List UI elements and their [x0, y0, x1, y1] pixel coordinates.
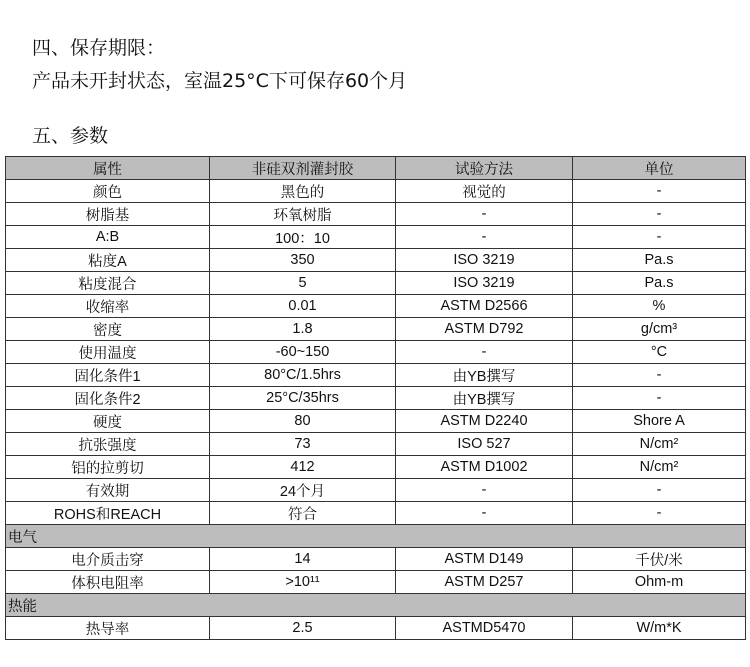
cell-value: 5	[210, 272, 396, 295]
table-row	[6, 571, 746, 594]
cell-property: 铝的拉剪切	[6, 456, 210, 479]
cell-method: -	[396, 502, 573, 525]
cell-unit: Pa.s	[573, 272, 746, 295]
cell-unit: -	[573, 364, 746, 387]
cell-method: -	[396, 341, 573, 364]
cell-unit: N/cm²	[573, 456, 746, 479]
cell-method: ASTM D1002	[396, 456, 573, 479]
cell-value: 412	[210, 456, 396, 479]
storage-text: 产品未开封状态，室温25°C下可保存60个月	[32, 70, 408, 92]
spec-table	[5, 156, 746, 640]
cell-value: 0.01	[210, 295, 396, 318]
cell-value: >10¹¹	[210, 571, 396, 594]
table-row	[6, 203, 746, 226]
table-row	[6, 272, 746, 295]
cell-value: 100：10	[210, 226, 396, 249]
section-label-electrical: 电气	[6, 525, 746, 548]
header-unit: 单位	[573, 157, 746, 180]
cell-method: 由YB撰写	[396, 364, 573, 387]
params-heading: 五、参数	[32, 125, 109, 147]
cell-method: -	[396, 203, 573, 226]
cell-value: 73	[210, 433, 396, 456]
table-row	[6, 548, 746, 571]
cell-value: 80°C/1.5hrs	[210, 364, 396, 387]
cell-unit: °C	[573, 341, 746, 364]
cell-value: 14	[210, 548, 396, 571]
table-row	[6, 502, 746, 525]
cell-unit: -	[573, 502, 746, 525]
table-row	[6, 295, 746, 318]
cell-property: 抗张强度	[6, 433, 210, 456]
cell-unit: %	[573, 295, 746, 318]
cell-property: 树脂基	[6, 203, 210, 226]
cell-property: 密度	[6, 318, 210, 341]
table-row	[6, 341, 746, 364]
cell-method: ASTMD5470	[396, 617, 573, 640]
cell-unit: g/cm³	[573, 318, 746, 341]
cell-method: ISO 3219	[396, 249, 573, 272]
cell-property: 收缩率	[6, 295, 210, 318]
cell-property: 粘度A	[6, 249, 210, 272]
table-row	[6, 479, 746, 502]
cell-value: 24个月	[210, 479, 396, 502]
table-row	[6, 318, 746, 341]
table-row	[6, 249, 746, 272]
cell-method: ASTM D149	[396, 548, 573, 571]
cell-unit: -	[573, 203, 746, 226]
cell-unit: Ohm-m	[573, 571, 746, 594]
cell-method: ASTM D792	[396, 318, 573, 341]
table-row	[6, 226, 746, 249]
cell-unit: Shore A	[573, 410, 746, 433]
cell-property: ROHS和REACH	[6, 502, 210, 525]
header-property: 属性	[6, 157, 210, 180]
cell-unit: 千伏/米	[573, 548, 746, 571]
cell-property: 固化条件2	[6, 387, 210, 410]
cell-method: ISO 3219	[396, 272, 573, 295]
table-row	[6, 456, 746, 479]
cell-value: 80	[210, 410, 396, 433]
cell-value: 黑色的	[210, 180, 396, 203]
cell-method: ASTM D2240	[396, 410, 573, 433]
table-row	[6, 410, 746, 433]
cell-property: A:B	[6, 226, 210, 249]
section-row-electrical	[6, 525, 746, 548]
cell-unit: -	[573, 387, 746, 410]
cell-unit: W/m*K	[573, 617, 746, 640]
cell-value: -60~150	[210, 341, 396, 364]
cell-value: 350	[210, 249, 396, 272]
cell-property: 硬度	[6, 410, 210, 433]
table-row	[6, 180, 746, 203]
cell-property: 热导率	[6, 617, 210, 640]
cell-property: 电介质击穿	[6, 548, 210, 571]
table-row	[6, 433, 746, 456]
cell-value: 2.5	[210, 617, 396, 640]
table-row	[6, 617, 746, 640]
cell-value: 符合	[210, 502, 396, 525]
cell-property: 有效期	[6, 479, 210, 502]
section-row-thermal	[6, 594, 746, 617]
cell-method: 视觉的	[396, 180, 573, 203]
cell-method: 由YB撰写	[396, 387, 573, 410]
cell-method: ASTM D257	[396, 571, 573, 594]
cell-method: ASTM D2566	[396, 295, 573, 318]
table-row	[6, 364, 746, 387]
section-label-thermal: 热能	[6, 594, 746, 617]
cell-unit: -	[573, 479, 746, 502]
header-product: 非硅双剂灌封胶	[210, 157, 396, 180]
cell-value: 25°C/35hrs	[210, 387, 396, 410]
storage-heading: 四、保存期限：	[32, 37, 166, 59]
table-header-row	[6, 157, 746, 180]
cell-property: 使用温度	[6, 341, 210, 364]
cell-method: ISO 527	[396, 433, 573, 456]
table-row	[6, 387, 746, 410]
table-body	[6, 180, 746, 640]
cell-property: 粘度混合	[6, 272, 210, 295]
cell-unit: Pa.s	[573, 249, 746, 272]
cell-unit: -	[573, 180, 746, 203]
cell-property: 体积电阻率	[6, 571, 210, 594]
cell-property: 固化条件1	[6, 364, 210, 387]
cell-unit: N/cm²	[573, 433, 746, 456]
cell-method: -	[396, 226, 573, 249]
cell-property: 颜色	[6, 180, 210, 203]
header-test-method: 试验方法	[396, 157, 573, 180]
cell-value: 1.8	[210, 318, 396, 341]
cell-value: 环氧树脂	[210, 203, 396, 226]
cell-unit: -	[573, 226, 746, 249]
cell-method: -	[396, 479, 573, 502]
